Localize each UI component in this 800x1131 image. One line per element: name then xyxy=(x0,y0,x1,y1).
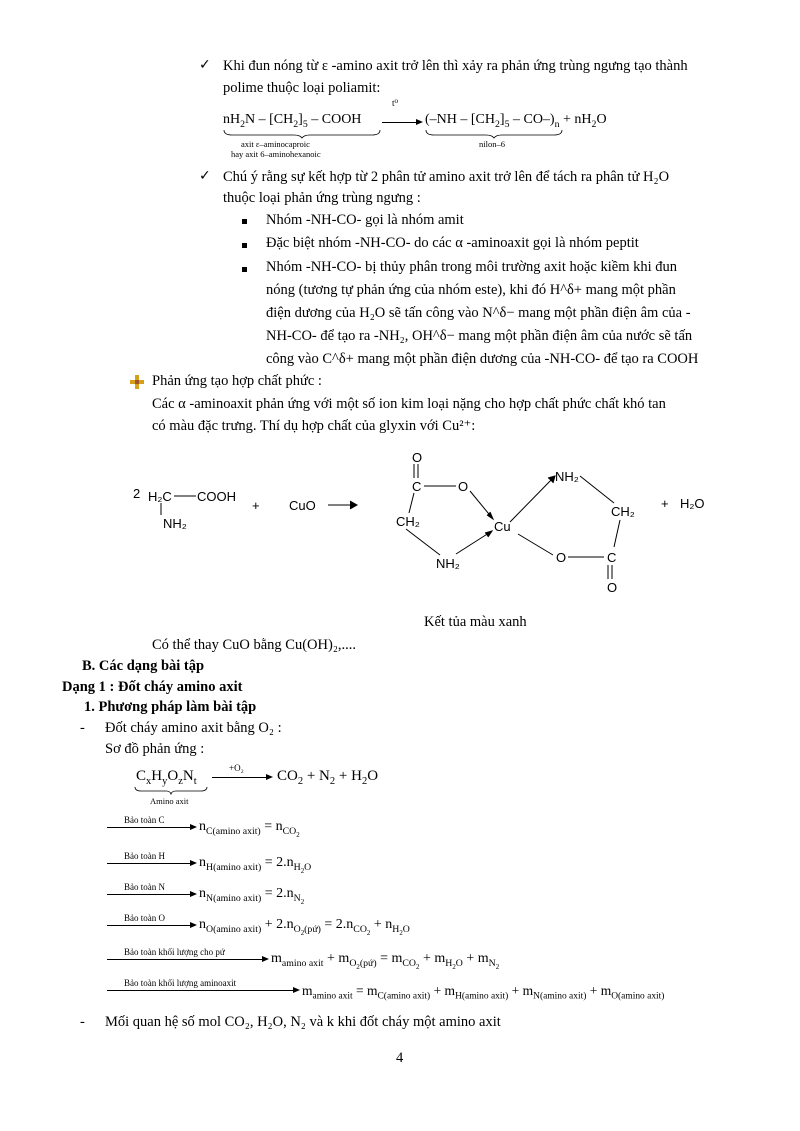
conservation-label: Bảo toàn H xyxy=(124,851,165,861)
reaction-arrow xyxy=(107,863,190,864)
arrow-head-icon xyxy=(262,956,269,962)
note-text: Amino axit xyxy=(150,796,189,806)
plus-sign: + xyxy=(252,498,260,513)
nh2-label: NH₂ xyxy=(555,469,579,484)
paragraph-text: Các α -aminoaxit phản ứng với một số ion kim loại nặng cho hợp chất phức chất khó tan xyxy=(152,396,666,412)
paragraph-text: Có thể thay CuO bằng Cu(OH)₂,.... xyxy=(152,637,357,653)
reaction-arrow xyxy=(107,959,262,960)
nh2-label: NH₂ xyxy=(436,556,460,571)
conservation-equation: $m_{amino axit} + m_{O_2(pứ)} = m_{CO_2} + m_{H_2O} + m_{N_2}$ xyxy=(271,951,500,971)
paragraph-text: Mối quan hệ số mol CO₂, H₂O, N₂ và k khi đốt cháy một amino axit xyxy=(105,1014,501,1030)
sub-bullet-text: Nhóm -NH-CO- bị thủy phân trong môi trường axit hoặc kiềm khi đun xyxy=(266,259,677,275)
carbon-label: C xyxy=(412,479,422,494)
conservation-equation: $m_{amino axit} = m_{C(amino axit)} + m_{H(amino axit)} + m_{N(amino axit)} + m_{O(amino axit)}$ xyxy=(302,983,665,1002)
arrow-head-icon xyxy=(293,987,300,993)
dash-bullet: - xyxy=(80,1014,85,1030)
arrow-head-icon xyxy=(266,774,273,780)
square-bullet-icon xyxy=(242,267,247,272)
note-text: nilon–6 xyxy=(479,139,505,149)
bullet-text: Khi đun nóng từ ε -amino axit trở lên thì xảy ra phản ứng trùng ngưng tạo thành xyxy=(223,58,688,74)
bullet-text: thuộc loại phản ứng trùng ngưng : xyxy=(223,190,421,206)
plus-sign: + xyxy=(661,496,669,511)
glycine-copper-complex-diagram xyxy=(0,440,800,610)
underbrace xyxy=(134,786,208,796)
sub-bullet-text: Nhóm -NH-CO- gọi là nhóm amit xyxy=(266,212,464,228)
conservation-equation: $n_{C(amino axit)} = n_{CO_2}$ xyxy=(199,819,300,839)
conservation-equation: $n_{O(amino axit)} + 2.n_{O_2(pứ)} = 2.n_{CO_2} + n_{H_2O}$ xyxy=(199,917,410,937)
checkmark-icon: ✓ xyxy=(199,57,211,73)
conservation-label: Bảo toàn C xyxy=(124,815,165,825)
oxygen-label: O xyxy=(556,550,567,565)
scheme-left: $C_xH_yO_zN_t$ xyxy=(136,768,197,787)
arrow-head-icon xyxy=(190,922,197,928)
arrow-head-icon xyxy=(190,891,197,897)
oxygen-label: O xyxy=(458,479,469,494)
reaction-arrow xyxy=(212,777,266,778)
copper-label: Cu xyxy=(494,519,511,534)
sub-bullet-text: Đặc biệt nhóm -NH-CO- do các α -aminoaxit gọi là nhóm peptit xyxy=(266,235,639,251)
scheme-right: $CO_2 + N_2 + H_2O$ xyxy=(277,768,379,787)
equation-left: $nH_2N - [CH_2]_5$ – COOH xyxy=(223,112,362,130)
conservation-equation: $n_{N(amino axit)} = 2.n_{N_2}$ xyxy=(199,886,305,906)
section-heading: B. Các dạng bài tập xyxy=(82,658,205,674)
nh2-label: NH₂ xyxy=(163,516,187,531)
reaction-arrow xyxy=(107,827,190,828)
underbrace xyxy=(222,129,582,139)
h2c-label: H₂C xyxy=(148,489,172,504)
conservation-equation: $n_{H(amino axit)} = 2.n_{H_2O}$ xyxy=(199,855,312,875)
bullet-text: Chú ý rằng sự kết hợp từ 2 phân tử amino axit trở lên để tách ra phân tử H₂O xyxy=(223,169,670,185)
paragraph-text: Sơ đồ phản ứng : xyxy=(105,741,205,757)
note-text: hay axit 6–aminohexanoic xyxy=(231,149,321,159)
note-text: axit ε–aminocaproic xyxy=(241,139,310,149)
oxygen-label: O xyxy=(607,580,618,595)
oxygen-label: O xyxy=(412,450,423,465)
ch2-label: CH₂ xyxy=(611,504,635,519)
conservation-label: Bảo toàn khối lượng cho pứ xyxy=(124,947,225,957)
conservation-label: Bảo toàn N xyxy=(124,882,165,892)
h2o-label: H₂O xyxy=(680,496,705,511)
sub-bullet-text: NH-CO- để tạo ra -NH₂, OH^δ− mang một phần điện âm của nước sẽ tấn xyxy=(266,328,693,344)
reaction-arrow xyxy=(107,925,190,926)
subsection-heading: 1. Phương pháp làm bài tập xyxy=(84,699,257,715)
cuo-label: CuO xyxy=(289,498,316,513)
section-heading: Phản ứng tạo hợp chất phức : xyxy=(152,373,322,389)
cooh-label: COOH xyxy=(197,489,236,504)
subsection-heading: Dạng 1 : Đốt cháy amino axit xyxy=(62,679,243,695)
coefficient: 2 xyxy=(133,486,141,501)
carbon-label: C xyxy=(607,550,617,565)
dash-bullet: - xyxy=(80,720,85,736)
sub-bullet-text: điện dương của H₂O sẽ tấn công vào N^δ− mang một phần điện âm của - xyxy=(266,305,691,321)
reaction-arrow xyxy=(107,894,190,895)
bullet-text: polime thuộc loại poliamit: xyxy=(223,80,381,96)
arrow-head-icon xyxy=(416,119,423,125)
conservation-label: Bảo toàn khối lượng aminoaxit xyxy=(124,978,237,988)
page-number: 4 xyxy=(396,1050,404,1066)
equation-arrow-label: t⁰ xyxy=(392,98,399,108)
square-bullet-icon xyxy=(242,243,247,248)
ch2-label: CH₂ xyxy=(396,514,420,529)
reaction-arrow xyxy=(107,990,293,991)
pushpin-icon xyxy=(129,374,145,390)
paragraph-text: có màu đặc trưng. Thí dụ hợp chất của glyxin với Cu²⁺: xyxy=(152,418,476,434)
paragraph-text: Đốt cháy amino axit bằng O₂ : xyxy=(105,720,282,736)
square-bullet-icon xyxy=(242,219,247,224)
diagram-caption: Kết tủa màu xanh xyxy=(424,614,527,630)
scheme-arrow-label: +O₂ xyxy=(229,763,244,773)
checkmark-icon: ✓ xyxy=(199,168,211,184)
reaction-arrow xyxy=(382,122,416,123)
arrow-head-icon xyxy=(190,860,197,866)
equation-right: $(-NH - [CH_2]_5 - CO-)_n + nH_2O$ xyxy=(425,112,607,130)
arrow-head-icon xyxy=(190,824,197,830)
conservation-label: Bảo toàn O xyxy=(124,913,165,923)
sub-bullet-text: nóng (tương tự phản ứng của nhóm este), khi đó H^δ+ mang một phần xyxy=(266,282,676,298)
sub-bullet-text: công vào C^δ+ mang một phần điện dương của -NH-CO- để tạo ra COOH xyxy=(266,351,699,367)
